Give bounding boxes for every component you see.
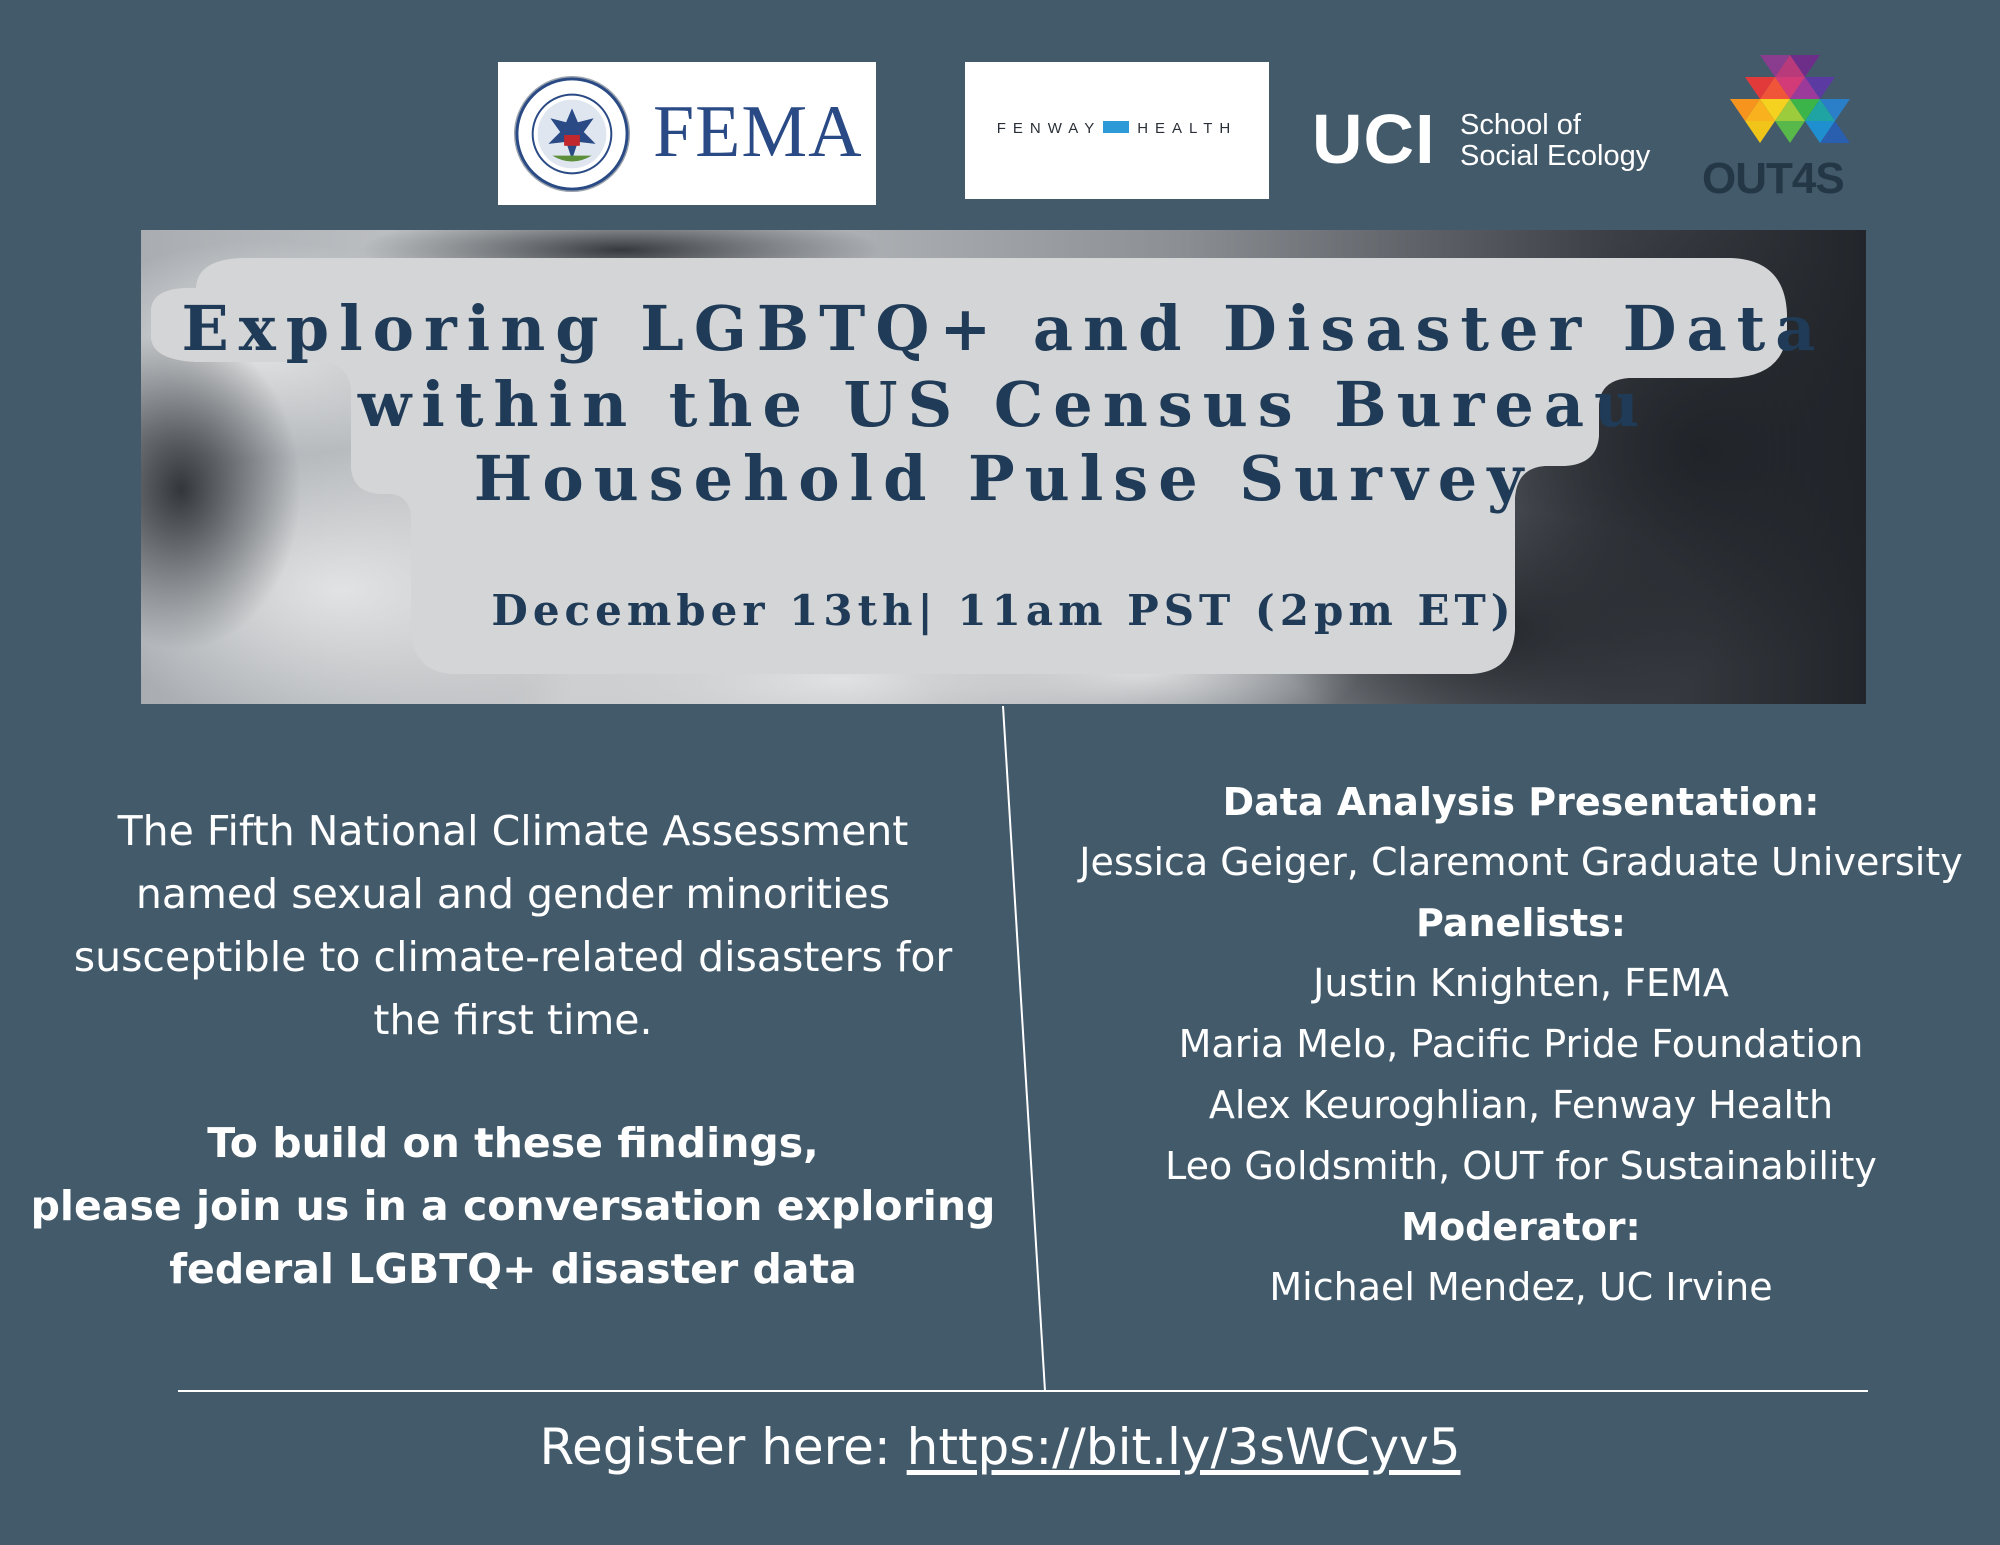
presentation-heading: Data Analysis Presentation: (1222, 780, 1820, 824)
moderator-heading: Moderator: (1401, 1205, 1641, 1249)
register-line (0, 1418, 2000, 1476)
fema-wordmark: FEMA (653, 91, 863, 173)
register-label: Register here: (539, 1418, 907, 1476)
intro-line: the first time. (373, 996, 653, 1044)
panelist-name: Justin Knighten, FEMA (1313, 961, 1729, 1005)
cta-line: federal LGBTQ+ disaster data (169, 1245, 857, 1293)
cta-line: please join us in a conversation exploring (30, 1182, 996, 1230)
register-link[interactable]: https://bit.ly/3sWCyv5 (906, 1418, 1461, 1476)
speakers-list (1050, 772, 1992, 1318)
intro-line: named sexual and gender minorities (135, 870, 891, 918)
vertical-divider (1003, 706, 1045, 1391)
title-line-3: Household Pulse Survey (473, 442, 1534, 515)
title-line-2: within the US Census Bureau (357, 368, 1650, 441)
presenter-name: Jessica Geiger, Claremont Graduate University (1079, 840, 1963, 884)
fenway-left-text: FENWAY (996, 120, 1102, 137)
title-line-1: Exploring LGBTQ+ and Disaster Data (181, 292, 1826, 365)
fenway-right-text: HEALTH (1137, 120, 1238, 137)
cta-line: To build on these findings, (207, 1119, 819, 1167)
uci-subtitle-line1: School of (1460, 109, 1581, 141)
panelist-name: Leo Goldsmith, OUT for Sustainability (1165, 1144, 1877, 1188)
uci-subtitle-line2: Social Ecology (1460, 140, 1651, 172)
out4s-wordmark: OUT4S (1702, 154, 1844, 203)
event-description (20, 800, 1006, 1301)
event-date: December 13th| 11am PST (2pm ET) (491, 586, 1516, 635)
intro-line: susceptible to climate-related disasters for (73, 933, 953, 981)
panelist-name: Maria Melo, Pacific Pride Foundation (1178, 1022, 1864, 1066)
uci-wordmark: UCI (1312, 100, 1436, 178)
panelists-heading: Panelists: (1416, 901, 1626, 945)
panelist-name: Alex Keuroghlian, Fenway Health (1208, 1083, 1834, 1127)
moderator-name: Michael Mendez, UC Irvine (1269, 1265, 1773, 1309)
intro-line: The Fifth National Climate Assessment (117, 807, 909, 855)
